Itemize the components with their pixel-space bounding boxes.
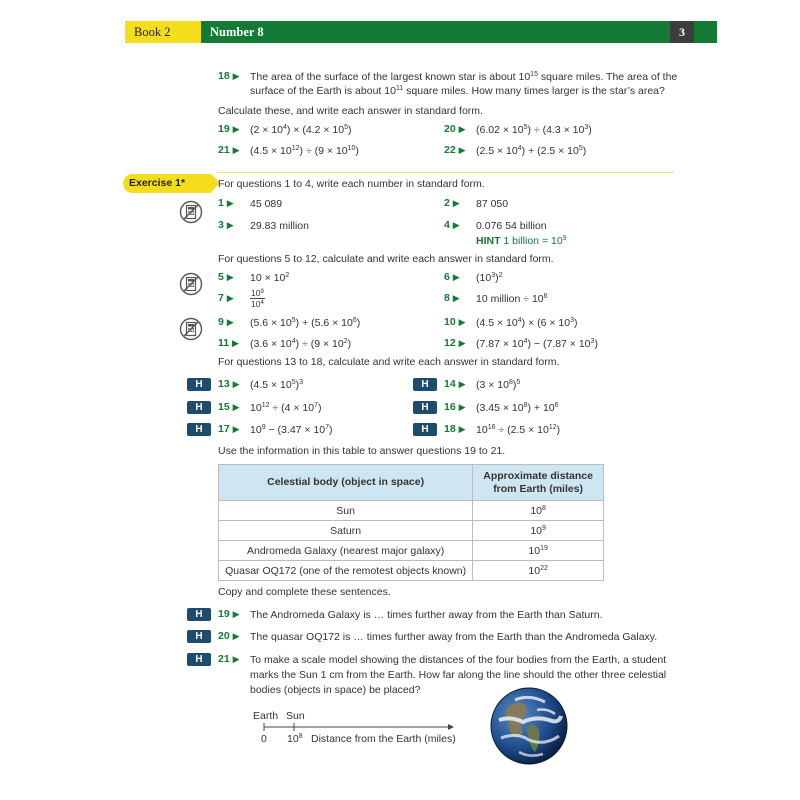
higher-badge: H — [187, 401, 211, 414]
s19-number: 19 ▶ — [218, 608, 240, 620]
label-zero: 0 — [261, 733, 267, 745]
q1-text: 45 089 — [250, 198, 283, 210]
exercise-label: Exercise 1* — [129, 177, 186, 189]
q8-number: 8 ▶ — [444, 292, 460, 304]
q15-number: 15 ▶ — [218, 401, 240, 413]
higher-badge: H — [413, 378, 437, 391]
q8-expr: 10 million ÷ $10^6$ — [476, 293, 548, 305]
higher-badge: H — [187, 423, 211, 436]
q14-number: 14 ▶ — [444, 378, 466, 390]
q18-expr: $10^{16} \div (2.5 \times 10^{12})$ — [476, 424, 561, 436]
s21-text: To make a scale model showing the distances of the four bodies from the Earth, a student marks the Sun 1 cm from the Earth. How far along the line should the other three celestial bodies (objects in space) be placed? — [250, 654, 667, 696]
q2-number: 2 ▶ — [444, 197, 460, 209]
q18-number: 18 ▶ — [218, 70, 240, 82]
hint: HINT 1 billion = $10^9$ — [476, 235, 567, 247]
s19-text: The Andromeda Galaxy is … times further away from the Earth than Saturn. — [250, 609, 603, 621]
q11-number: 11 ▶ — [218, 337, 239, 349]
no-calculator-icon — [179, 317, 203, 341]
q4-number: 4 ▶ — [444, 219, 460, 231]
label-sun: Sun — [286, 710, 305, 722]
q17-expr: $10^9 - (3.47 \times 10^7)$ — [250, 424, 333, 436]
q20-top-number: 20 ▶ — [444, 123, 466, 135]
q10-number: 10 ▶ — [444, 316, 466, 328]
table-row: Sun $10^8$ — [219, 501, 604, 521]
intro-q1-4: For questions 1 to 4, write each number in standard form. — [218, 178, 485, 190]
q12-expr: $(7.87 \times 10^4) - (7.87 \times 10^3)$ — [476, 338, 598, 350]
calc-intro: Calculate these, and write each answer in standard form. — [218, 105, 483, 117]
q2-text: 87 050 — [476, 198, 509, 210]
q17-number: 17 ▶ — [218, 423, 240, 435]
q6-expr: $(10^3)^2$ — [476, 272, 503, 284]
q7-fraction: $10^9$ $10^4$ — [251, 288, 264, 309]
intro-q5-12: For questions 5 to 12, calculate and write each answer in standard form. — [218, 253, 554, 265]
q18-text: The area of the surface of the largest known star is about $10^{15}$ square miles. The area of the surface of the Earth is about $10^{11}$ square miles. How many times larger is the star’s area? — [250, 71, 678, 97]
table-row: Andromeda Galaxy (nearest major galaxy) $10^{19}$ — [219, 541, 604, 561]
table-row: Quasar OQ172 (one of the remotest objects known) $10^{22}$ — [219, 561, 604, 581]
no-calculator-icon — [179, 272, 203, 296]
q1-number: 1 ▶ — [218, 197, 234, 209]
q6-number: 6 ▶ — [444, 271, 460, 283]
q3-number: 3 ▶ — [218, 219, 234, 231]
q12-number: 12 ▶ — [444, 337, 466, 349]
q9-number: 9 ▶ — [218, 316, 234, 328]
q19-top-number: 19 ▶ — [218, 123, 240, 135]
q22-top-expr: $(2.5 \times 10^4) + (2.5 \times 10^5)$ — [476, 145, 587, 157]
q3-text: 29.83 million — [250, 220, 309, 232]
table-header-body: Celestial body (object in space) — [219, 465, 473, 501]
q13-expr: $(4.5 \times 10^5)^3$ — [250, 379, 304, 391]
q18-number: 18 ▶ — [444, 423, 466, 435]
s21-number: 21 ▶ — [218, 653, 240, 665]
higher-badge: H — [187, 608, 211, 621]
intro-q13-18: For questions 13 to 18, calculate and write each answer in standard form. — [218, 356, 560, 368]
no-calculator-icon — [179, 200, 203, 224]
q5-expr: $10 \times 10^2$ — [250, 272, 290, 284]
q19-top-expr: $(2 \times 10^4) \times (4.2 \times 10^5)$ — [250, 124, 352, 136]
q20-top-expr: $(6.02 \times 10^5) \div (4.3 \times 10^3)$ — [476, 124, 592, 136]
distance-table — [218, 464, 604, 581]
q13-number: 13 ▶ — [218, 378, 240, 390]
header-book-label: Book 2 — [134, 25, 171, 39]
q5-number: 5 ▶ — [218, 271, 234, 283]
higher-badge: H — [187, 653, 211, 666]
page-number: 3 — [670, 21, 694, 43]
s20-number: 20 ▶ — [218, 630, 240, 642]
q21-top-expr: $(4.5 \times 10^{12}) \div (9 \times 10^{10})$ — [250, 145, 359, 157]
table-intro: Use the information in this table to answer questions 19 to 21. — [218, 445, 506, 457]
q4-text: 0.076 54 billion — [476, 220, 547, 232]
table-row: Saturn $10^9$ — [219, 521, 604, 541]
earth-image — [489, 686, 569, 766]
higher-badge: H — [413, 401, 437, 414]
q16-expr: $(3.45 \times 10^8) + 10^6$ — [476, 402, 559, 414]
header-chapter-title: Number 8 — [210, 25, 264, 39]
q7-number: 7 ▶ — [218, 292, 234, 304]
q21-top-number: 21 ▶ — [218, 144, 240, 156]
label-earth: Earth — [253, 710, 279, 722]
label-sun-distance: $10^8$ — [287, 733, 303, 745]
table-header-distance: Approximate distance from Earth (miles) — [473, 465, 604, 501]
higher-badge: H — [413, 423, 437, 436]
higher-badge: H — [187, 378, 211, 391]
copy-intro: Copy and complete these sentences. — [218, 586, 391, 598]
header-bar — [201, 21, 670, 43]
q11-expr: $(3.6 \times 10^4) \div (9 \times 10^2)$ — [250, 338, 352, 350]
q16-number: 16 ▶ — [444, 401, 466, 413]
q14-expr: $(3 \times 10^8)^5$ — [476, 379, 521, 391]
q22-top-number: 22 ▶ — [444, 144, 466, 156]
axis-label: Distance from the Earth (miles) — [311, 733, 456, 745]
q9-expr: $(5.6 \times 10^5) + (5.6 \times 10^6)$ — [250, 317, 361, 329]
higher-badge: H — [187, 630, 211, 643]
q15-expr: $10^{12} \div (4 \times 10^7)$ — [250, 402, 322, 414]
q10-expr: $(4.5 \times 10^4) \times (6 \times 10^3)$ — [476, 317, 578, 329]
s20-text: The quasar OQ172 is … times further away from the Earth than the Andromeda Galaxy. — [250, 631, 658, 643]
separator-line — [216, 172, 674, 173]
